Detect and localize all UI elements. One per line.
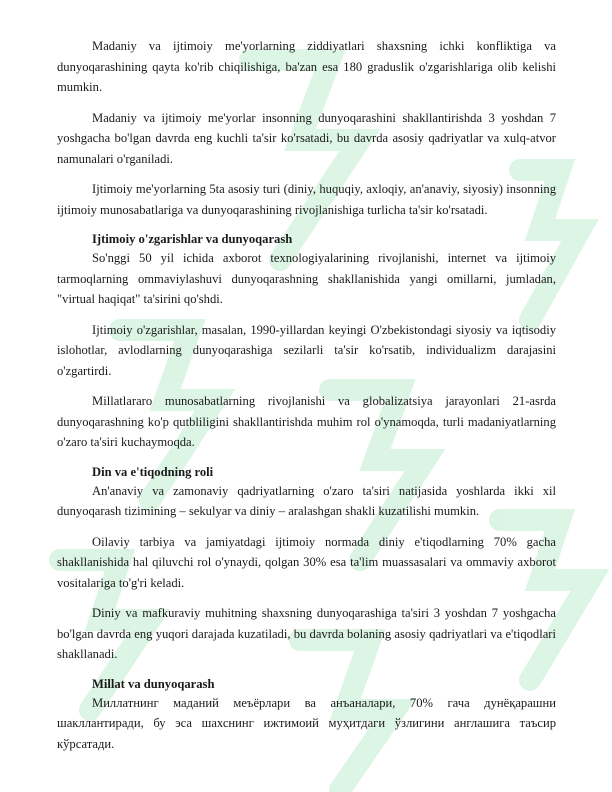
paragraph: Madaniy va ijtimoiy me'yorlarning ziddiyatlari shaxsning ichki konfliktiga va dunyoqarashining qayta ko'rib chiqilishiga, ba'zan esa 180 graduslik o'zgarishlariga olib kelishi mumkin. <box>57 39 556 94</box>
paragraph: Diniy va mafkuraviy muhitning shaxsning dunyoqarashiga ta'siri 3 yoshdan 7 yoshgacha bo'lgan davrda eng yuqori darajada kuzatiladi, bu davrda bolaning asosiy qadriyatlari va e'tiqodlari shakllanadi. <box>57 606 556 661</box>
paragraph: Миллатнинг маданий меъёрлари ва анъаналари, 70% гача дунёқарашни шакллантиради, бу эса шахснинг ижтимоий муҳитдаги ўзлигини англашига таъсир кўрсатади. <box>57 695 556 751</box>
paragraph: Madaniy va ijtimoiy me'yorlar insonning dunyoqarashini shakllantirishda 3 yoshdan 7 yoshgacha bo'lgan davrda eng kuchli ta'sir ko'rsatadi, bu davrda asosiy qadriyatlar va xulq-atvor namunalari o'rganiladi. <box>57 110 556 166</box>
section-heading: Din va e'tiqodning roli <box>92 464 214 479</box>
paragraph: Ijtimoiy o'zgarishlar, masalan, 1990-yillardan keyingi O'zbekistondagi siyosiy va iqtisodiy islohotlar, avlodlarning dunyoqarashiga sezilarli ta'sir ko'rsatib, individualizm darajasini o'zgartirdi. <box>57 322 556 378</box>
paragraph: Ijtimoiy me'yorlarning 5ta asosiy turi (diniy, huquqiy, axloqiy, an'anaviy, siyosiy) insonning ijtimoiy munosabatlariga va dunyoqarashining rivojlanishiga turlicha ta'sir ko'rsatadi. <box>57 182 556 217</box>
document-body <box>57 36 556 764</box>
section-heading: Millat va dunyoqarash <box>92 676 215 691</box>
paragraph: An'anaviy va zamonaviy qadriyatlarning o'zaro ta'siri natijasida yoshlarda ikki xil dunyoqarash tizimining – sekulyar va diniy – aralashgan shakli kuzatilishi mumkin. <box>57 483 556 518</box>
paragraph: Millatlararo munosabatlarning rivojlanishi va globalizatsiya jarayonlari 21-asrda dunyoqarashning ko'p qutbliligini shakllantirishda muhim rol o'ynamoqda, turli madaniyatlarning o'zaro ta'siri kuchaymoqda. <box>57 394 556 449</box>
paragraph: Oilaviy tarbiya va jamiyatdagi ijtimoiy normada diniy e'tiqodlarning 70% gacha shakllanishida hal qiluvchi rol o'ynaydi, qolgan 30% esa ta'lim muassasalari va ommaviy axborot vositalariga to'g'ri keladi. <box>57 534 556 590</box>
paragraph: So'nggi 50 yil ichida axborot texnologiyalarining rivojlanishi, internet va ijtimoiy tarmoqlarning ommaviylashuvi dunyoqarashning shakllanishida yangi omillarni, jumladan, "virtual haqiqat" ta'sirini qo'shdi. <box>57 251 556 306</box>
section-heading: Ijtimoiy o'zgarishlar va dunyoqarash <box>92 232 293 246</box>
